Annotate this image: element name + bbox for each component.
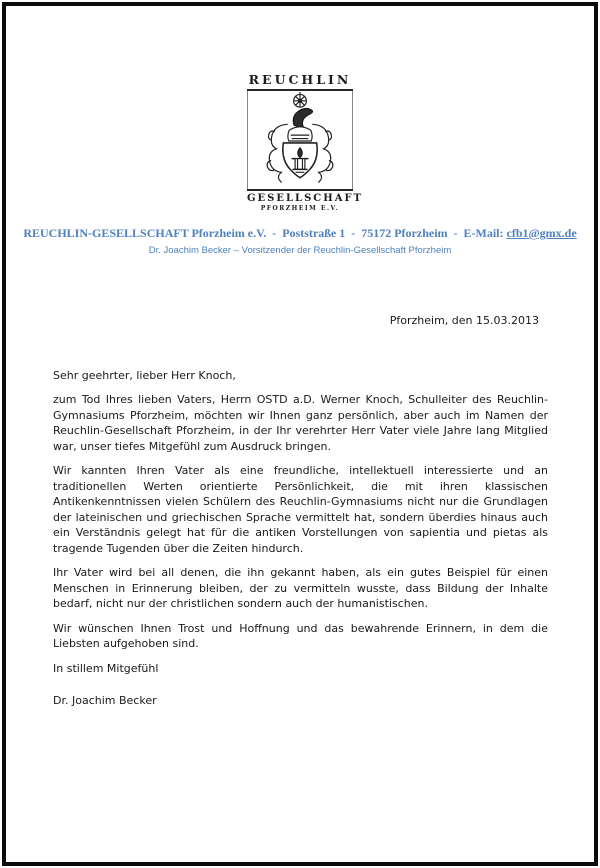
logo-title: REUCHLIN: [247, 72, 353, 91]
salutation: Sehr geehrter, lieber Herr Knoch,: [53, 368, 236, 382]
paragraph-1: zum Tod Ihres lieben Vaters, Herrn OSTD a.D. Werner Knoch, Schulleiter des Reuchlin-Gymnasiums Pforzheim, möchten wir Ihnen ganz persönlich, aber auch im Namen der Reuchlin-Gesellschaft Pforzheim, in der Ihr verehrter Herr Vater viele Jahre lang Mitglied war, unser tiefes Mitgefühl zum Ausdruck bringen.: [53, 393, 548, 453]
reuchlin-gesellschaft-logo: [247, 72, 363, 212]
letter-body: [53, 313, 548, 709]
coat-of-arms-icon: [251, 92, 349, 188]
letterhead: [6, 226, 594, 256]
letterhead-address-text: REUCHLIN-GESELLSCHAFT Pforzheim e.V. - Poststraße 1 - 75172 Pforzheim - E-Mail:: [23, 226, 507, 240]
letterhead-address-line: [6, 226, 594, 241]
letter-page: [2, 2, 598, 866]
closing-phrase: In stillem Mitgefühl: [53, 661, 159, 675]
signature-name: Dr. Joachim Becker: [53, 694, 157, 707]
email-link[interactable]: cfb1@gmx.de: [506, 226, 577, 240]
date-line: Pforzheim, den 15.03.2013: [389, 314, 539, 327]
paragraph-2: Wir kannten Ihren Vater als eine freundliche, intellektuell interessierte und an traditionellen Werten orientierte Persönlichkeit, die mit ihren klassischen Antikenkenntnissen vielen Schülern des Reuchlin-Gymnasiums nicht nur die Grundlagen der lateinischen und griechischen Sprache vermittelt hat, sondern überdies hinaus auch ein Verständnis gelegt hat für die antiken Vorstellungen von sapientia und pietas als tragende Tugenden über die Zeiten hindurch.: [53, 464, 548, 555]
crest-frame: [247, 91, 353, 189]
logo-subtitle-city: PFORZHEIM E.V.: [260, 205, 340, 212]
letterhead-chairman-line: Dr. Joachim Becker – Vorsitzender der Reuchlin-Gesellschaft Pforzheim: [148, 245, 452, 256]
logo-subtitle: GESELLSCHAFT: [247, 189, 353, 204]
paragraph-3: Ihr Vater wird bei all denen, die ihn gekannt haben, als ein gutes Beispiel für einen Menschen in Erinnerung bleiben, der zu vermitteln wusste, dass Bildung der Inhalte bedarf, nicht nur der christlichen sondern auch der humanistischen.: [53, 566, 548, 610]
paragraph-4: Wir wünschen Ihnen Trost und Hoffnung und das bewahrende Erinnern, in dem die Liebsten aufgehoben sind.: [53, 621, 548, 650]
